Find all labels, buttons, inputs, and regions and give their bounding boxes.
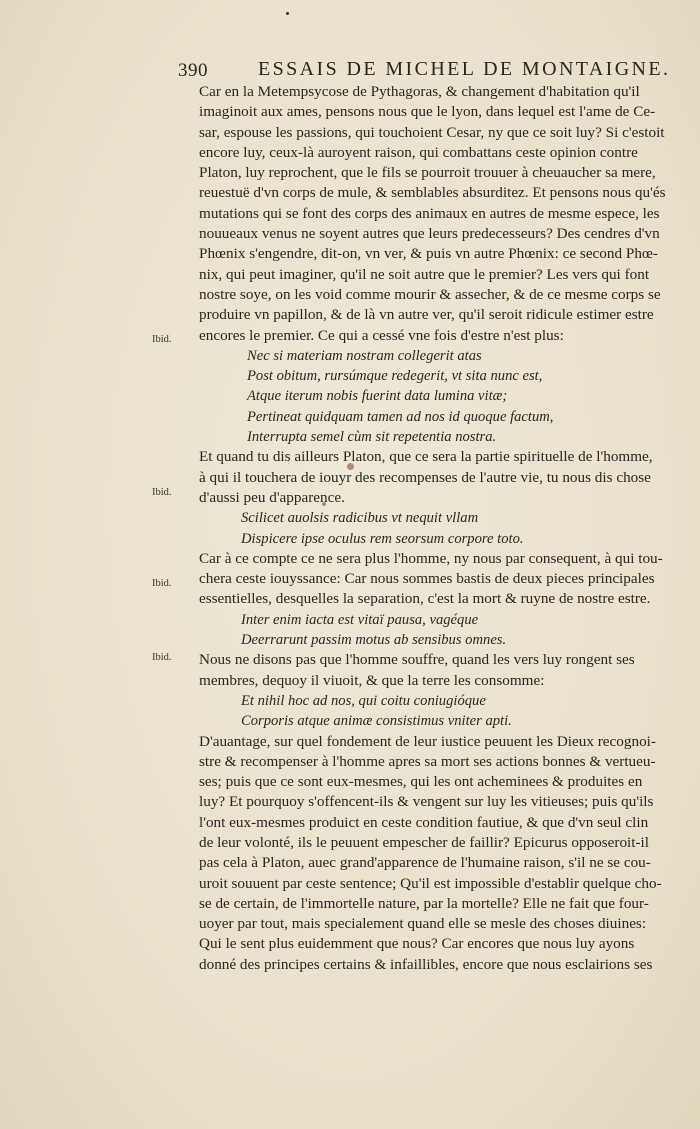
verse-line: Scilicet auolsis radicibus vt nequit vllam <box>241 510 479 527</box>
text-line: uroit souuent par ceste sentence; Qu'il est impossible d'establir quelque cho- <box>199 874 662 892</box>
margin-note-ibid: Ibid. <box>152 578 172 589</box>
text-line: ses; puis que ce sont eux-mesmes, qui les ont acheminees & produites en <box>199 773 643 791</box>
text-line: luy? Et pourquoy s'offencent-ils & vengent sur luy les vitieuses; puis qu'ils <box>199 793 654 811</box>
text-line: de leur volonté, ils le peuuent empescher de faillir? Epicurus opposeroit-il <box>199 833 649 851</box>
text-line: stre & recompenser à l'homme apres sa mort ses actions bonnes & vertueu- <box>199 752 656 770</box>
verse-line: Dispicere ipse oculus rem seorsum corpore toto. <box>241 530 524 547</box>
margin-note-ibid: Ibid. <box>152 652 172 663</box>
text-line: reuestuë d'vn corps de mule, & semblables absurditez. Et pensons nous qu'és <box>199 184 666 202</box>
text-line: Platon, luy reprochent, que le fils se pourroit trouuer à cheuaucher sa mere, <box>199 164 656 182</box>
text-line: chera ceste iouyssance: Car nous sommes bastis de deux pieces principales <box>199 570 655 588</box>
text-line: encores le premier. Ce qui a cessé vne fois d'estre n'est plus: <box>199 326 564 344</box>
text-line: Qui le sent plus euidemment que nous? Car encores que nous luy ayons <box>199 935 635 953</box>
text-line: nouueaux venus ne soyent autres que leurs predecesseurs? Des cendres d'vn <box>199 225 660 243</box>
text-line: sar, espouse les passions, qui touchoient Cesar, ny que ce soit luy? Si c'estoit <box>199 123 665 141</box>
verse-line: Nec si materiam nostram collegerit atas <box>247 347 482 364</box>
text-line: Et quand tu dis ailleurs Platon, que ce sera la partie spirituelle de l'homme, <box>199 448 653 466</box>
text-line: l'ont eux-mesmes produict en ceste condition fautiue, & que d'vn seul clin <box>199 813 649 831</box>
page-body <box>199 82 669 975</box>
verse-line: Pertineat quidquam tamen ad nos id quoque factum, <box>247 408 554 425</box>
text-line: mutations qui se font des corps des animaux en autres de mesme espece, les <box>199 204 660 222</box>
verse-line: Atque iterum nobis fuerint data lumina vitæ; <box>247 388 508 405</box>
text-line: à qui il touchera de iouyr des recompenses de l'autre vie, tu nous dis chose <box>199 468 651 486</box>
text-line: pas cela à Platon, auec grand'apparence de l'humaine raison, s'il ne se cou- <box>199 854 651 872</box>
text-line: Car en la Metempsycose de Pythagoras, & changement d'habitation qu'il <box>199 83 640 100</box>
margin-note-ibid: Ibid. <box>152 334 172 345</box>
text-line: se de certain, de l'immortelle nature, par la mortelle? Elle ne fait que four- <box>199 894 649 912</box>
verse-line: Inter enim iacta est vitaï pausa, vagéque <box>241 611 479 628</box>
text-line: nix, qui peut imaginer, qu'il ne soit autre que le premier? Les vers qui font <box>199 265 650 283</box>
text-line: Car à ce compte ce ne sera plus l'homme, ny nous par consequent, à qui tou- <box>199 549 663 567</box>
verse-line: Interrupta semel cùm sit repetentia nostra. <box>247 429 497 446</box>
running-head: ESSAIS DE MICHEL DE MONTAIGNE. <box>258 58 671 80</box>
verse-line: Deerrarunt passim motus ab sensibus omnes. <box>241 632 507 649</box>
text-line: uoyer par tout, mais specialement quand elle se mesle des choses diuines: <box>199 915 647 933</box>
verse-line: Corporis atque animæ consistimus vniter apti. <box>241 713 512 730</box>
text-line: d'aussi peu d'apparence. <box>199 488 345 506</box>
text-line: produire vn papillon, & de là vn autre ver, qu'il seroit ridicule estimer estre <box>199 306 654 324</box>
text-line: D'auantage, sur quel fondement de leur iustice peuuent les Dieux recognoi- <box>199 732 656 750</box>
text-line: nostre soye, on les void comme mourir & assecher, & de ce mesme corps se <box>199 285 661 303</box>
text-line: membres, dequoy il viuoit, & que la terre les consomme: <box>199 671 545 689</box>
text-line: Nous ne disons pas que l'homme souffre, quand les vers luy rongent ses <box>199 651 635 669</box>
margin-note-ibid: Ibid. <box>152 487 172 498</box>
text-line: donné des principes certains & infaillibles, encore que nous esclairions ses <box>199 955 653 973</box>
page-header <box>178 58 678 84</box>
verse-line: Et nihil hoc ad nos, qui coitu coniugióque <box>241 692 486 709</box>
text-line: encore luy, ceux-là auroyent raison, qui combattans ceste opinion contre <box>199 143 638 161</box>
page-number: 390 <box>178 60 208 81</box>
text-line: Phœnix s'engendre, dit-on, vn ver, & puis vn autre Phœnix: ce second Phœ- <box>199 245 658 263</box>
verse-line: Post obitum, rursúmque redegerit, vt sita nunc est, <box>247 368 543 385</box>
text-line: imaginoit aux ames, pensons nous que le lyon, dans lequel est l'ame de Ce- <box>199 103 656 121</box>
ink-speck <box>286 12 289 15</box>
text-line: essentielles, desquelles la separation, c'est la mort & ruyne de nostre estre. <box>199 590 651 608</box>
